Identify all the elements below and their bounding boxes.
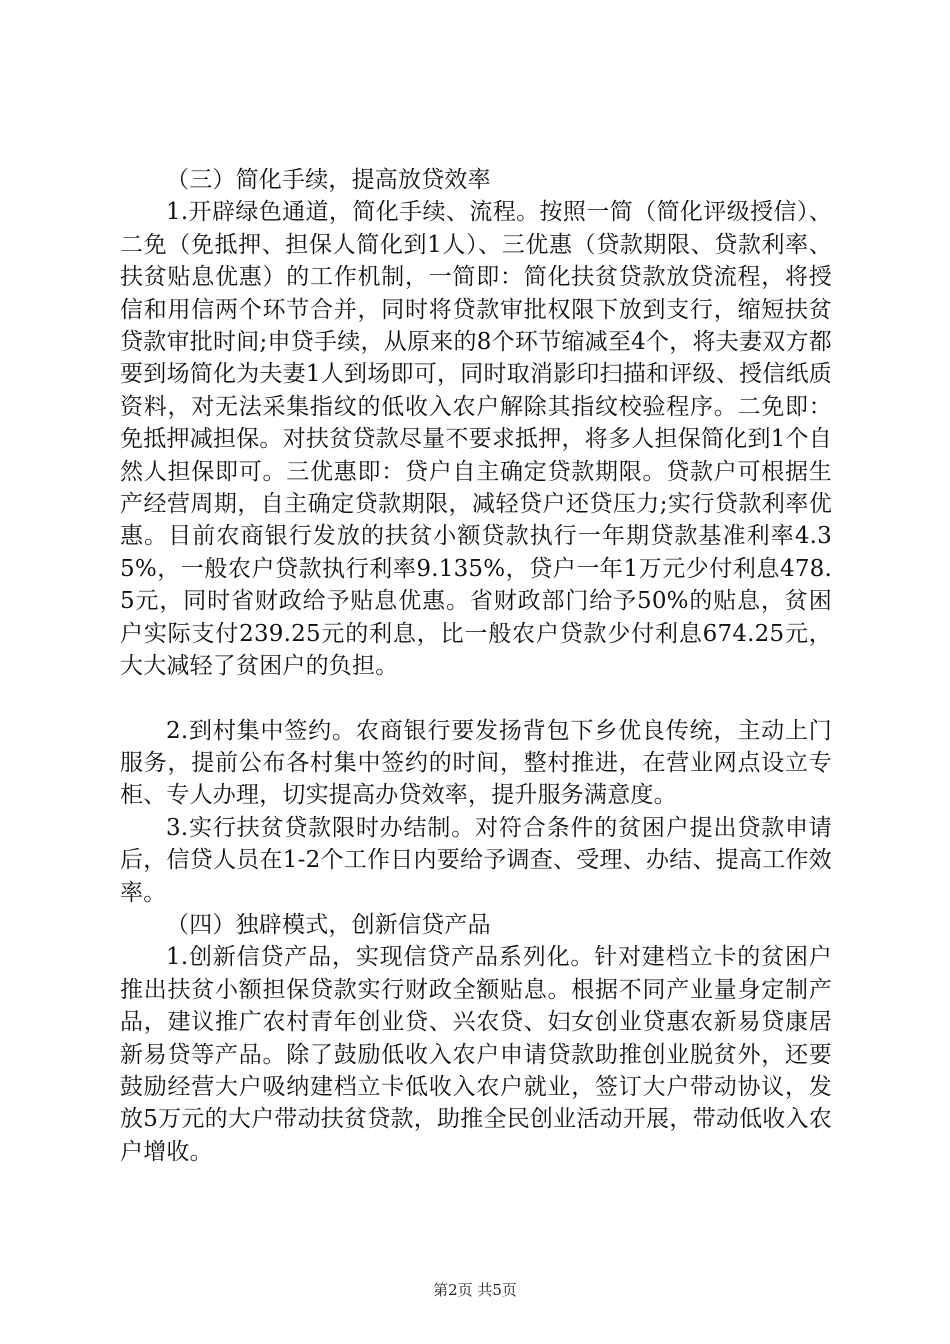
section-heading-4: （四）独辟模式，创新信贷产品 [166, 911, 491, 938]
page-number-footer: 第2页 共5页 [433, 1281, 517, 1299]
paragraph-credit-products: 1.创新信贷产品，实现信贷产品系列化。针对建档立卡的贫困户推出扶贫小额担保贷款实行财政全额贴息。根据不同产业量身定制产品，建议推广农村青年创业贷、兴农贷、妇女创业贷惠农新易贷康居新易贷等产品。除了鼓励低收入农户申请贷款助推创业脱贫外，还要鼓励经营大户吸纳建档立卡低收入农户就业，签订大户带动协议，发放5万元的大户带动扶贫贷款，助推全民创业活动开展，带动低收入农户增收。 [120, 944, 832, 1165]
document-body [120, 164, 832, 1168]
section-heading-3: （三）简化手续，提高放贷效率 [166, 167, 491, 193]
paragraph-green-channel: 1.开辟绿色通道，简化手续、流程。按照一简（简化评级授信）、二免（免抵押、担保人简化到1人）、三优惠（贷款期限、贷款利率、扶贫贴息优惠）的工作机制，一简即：简化扶贫贷款放贷流程，将授信和用信两个环节合并，同时将贷款审批权限下放到支行，缩短扶贫贷款审批时间;申贷手续，从原来的8个环节缩减至4个，将夫妻双方都要到场简化为夫妻1人到场即可，同时取消影印扫描和评级、授信纸质资料，对无法采集指纹的低收入农户解除其指纹校验程序。二免即：免抵押减担保。对扶贫贷款尽量不要求抵押，将多人担保简化到1个自然人担保即可。三优惠即：贷户自主确定贷款期限。贷款户可根据生产经营周期，自主确定贷款期限，减轻贷户还贷压力;实行贷款利率优惠。目前农商银行发放的扶贫小额贷款执行一年期贷款基准利率4.35%，一般农户贷款执行利率9.135%，贷户一年1万元少付利息478.5元，同时省财政给予贴息优惠。省财政部门给予50%的贴息，贫困户实际支付239.25元的利息，比一般农户贷款少付利息674.25元，大大减轻了贫困户的负担。 [120, 199, 832, 680]
paragraph-village-signing: 2.到村集中签约。农商银行要发扬背包下乡优良传统，主动上门服务，提前公布各村集中签约的时间，整村推进，在营业网点设立专柜、专人办理，切实提高办贷效率，提升服务满意度。 [120, 717, 832, 809]
paragraph-time-limit: 3.实行扶贫贷款限时办结制。对符合条件的贫困户提出贷款申请后，信贷人员在1-2个工作日内要给予调查、受理、办结、提高工作效率。 [120, 814, 832, 906]
